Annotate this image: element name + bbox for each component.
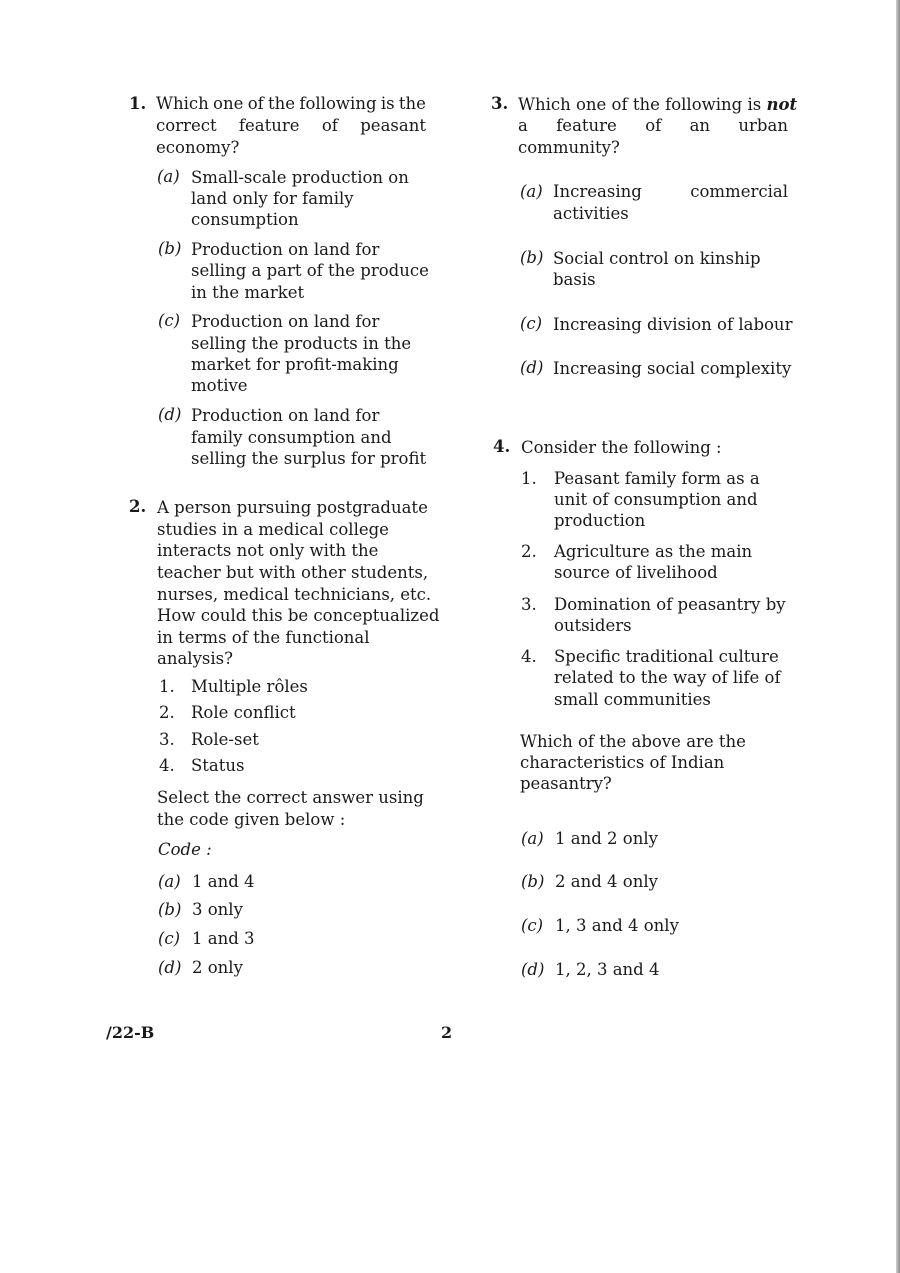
q4-item-3-line-1: Domination of peasantry by <box>554 595 786 614</box>
q1-option-d-label: (d) <box>158 405 182 424</box>
justified-word: one <box>213 94 244 113</box>
q3-stem-emphasis: not <box>766 95 798 114</box>
q2-item-4-text: Status <box>191 756 245 775</box>
q3-option-a-line-1 <box>553 182 788 201</box>
q1-number: 1. <box>129 94 147 113</box>
q2-instruction-line-1: Select the correct answer using <box>157 788 424 807</box>
q4-option-c-text: 1, 3 and 4 only <box>555 916 679 935</box>
q3-option-a-line-2: activities <box>553 204 629 223</box>
q1-option-b-label: (b) <box>158 239 182 258</box>
q1-option-a-line-3: consumption <box>191 210 299 229</box>
justified-word: feature <box>556 116 617 135</box>
q4-number: 4. <box>493 437 511 456</box>
q1-stem-line-2 <box>156 116 426 135</box>
justified-word: the <box>398 94 426 113</box>
q2-stem-line-2: studies in a medical college <box>157 520 389 539</box>
q4-option-b-text: 2 and 4 only <box>555 872 658 891</box>
q1-stem-line-1 <box>156 94 426 113</box>
justified-word: urban <box>738 116 788 135</box>
q1-option-a-line-2: land only for family <box>191 189 354 208</box>
q1-stem-line-3: economy? <box>156 138 240 157</box>
q4-stem: Consider the following : <box>521 438 722 457</box>
q4-item-1-line-2: unit of consumption and <box>554 490 758 509</box>
justified-word: Which <box>156 94 209 113</box>
q2-item-3-text: Role-set <box>191 730 259 749</box>
q2-item-4-number: 4. <box>159 756 175 775</box>
q3-stem-line-2 <box>518 116 788 135</box>
q2-option-c-label: (c) <box>158 929 181 948</box>
q4-item-4-number: 4. <box>521 647 537 666</box>
q3-option-d-line-1: Increasing social complexity <box>553 359 792 378</box>
q2-stem-line-5: nurses, medical technicians, etc. <box>157 585 432 604</box>
q2-option-a-label: (a) <box>158 872 181 891</box>
q3-option-b-line-1: Social control on kinship <box>553 249 761 268</box>
q2-stem-line-1: A person pursuing postgraduate <box>157 498 428 517</box>
q2-option-a-text: 1 and 4 <box>192 872 255 891</box>
q2-stem-line-3: interacts not only with the <box>157 541 379 560</box>
q2-code-label: Code : <box>158 840 212 859</box>
q1-option-c-label: (c) <box>158 311 181 330</box>
q4-item-1-line-1: Peasant family form as a <box>554 469 760 488</box>
q4-item-3-number: 3. <box>521 595 537 614</box>
q1-option-b-line-3: in the market <box>191 283 305 302</box>
q4-option-d-label: (d) <box>521 960 545 979</box>
booklet-code: /22-B <box>106 1023 155 1042</box>
justified-word: a <box>518 116 528 135</box>
q2-stem-line-8: analysis? <box>157 649 233 668</box>
q2-stem-line-7: in terms of the functional <box>157 628 370 647</box>
q2-option-b-label: (b) <box>158 900 182 919</box>
q3-stem-line-1: Which one of the following is not <box>518 95 798 114</box>
q4-item-2-line-1: Agriculture as the main <box>554 542 753 561</box>
justified-word: peasant <box>360 116 426 135</box>
justified-word: of <box>645 116 662 135</box>
q1-option-c-line-4: motive <box>191 376 248 395</box>
justified-word: is <box>380 94 395 113</box>
q3-stem-line-3: community? <box>518 138 620 157</box>
q4-question-line-2: characteristics of Indian <box>520 753 725 772</box>
page-edge-shadow <box>896 0 900 1273</box>
q4-item-2-number: 2. <box>521 542 537 561</box>
q2-option-b-text: 3 only <box>192 900 243 919</box>
q3-option-c-line-1: Increasing division of labour <box>553 315 793 334</box>
q1-option-a-label: (a) <box>157 167 180 186</box>
page-number: 2 <box>441 1023 453 1042</box>
justified-word: following <box>299 94 377 113</box>
q3-number: 3. <box>491 94 509 113</box>
q4-question-line-3: peasantry? <box>520 774 612 793</box>
q2-stem-line-4: teacher but with other students, <box>157 563 429 582</box>
q4-option-b-label: (b) <box>521 872 545 891</box>
q2-item-2-text: Role conflict <box>191 703 296 722</box>
justified-word: commercial <box>690 182 788 201</box>
q4-option-d-text: 1, 2, 3 and 4 <box>555 960 660 979</box>
q4-item-4-line-1: Specific traditional culture <box>554 647 779 666</box>
q4-item-3-line-2: outsiders <box>554 616 632 635</box>
q3-option-c-label: (c) <box>520 314 543 333</box>
q4-item-2-line-2: source of livelihood <box>554 563 718 582</box>
q1-option-d-line-1: Production on land for <box>191 406 380 425</box>
q2-item-3-number: 3. <box>159 730 175 749</box>
q1-option-c-line-2: selling the products in the <box>191 334 412 353</box>
q3-option-b-label: (b) <box>520 248 544 267</box>
justified-word: of <box>247 94 264 113</box>
q1-option-c-line-3: market for profit-making <box>191 355 399 374</box>
q1-option-d-line-3: selling the surplus for profit <box>191 449 427 468</box>
q4-item-1-number: 1. <box>521 469 537 488</box>
q2-option-d-text: 2 only <box>192 958 243 977</box>
q2-stem-line-6: How could this be conceptualized <box>157 606 440 625</box>
q1-option-d-line-2: family consumption and <box>191 428 392 447</box>
justified-word: the <box>268 94 296 113</box>
justified-word: feature <box>238 116 300 135</box>
q3-option-d-label: (d) <box>520 358 544 377</box>
q4-option-a-text: 1 and 2 only <box>555 829 658 848</box>
q2-number: 2. <box>129 497 147 516</box>
q2-instruction-line-2: the code given below : <box>157 810 346 829</box>
q2-option-d-label: (d) <box>158 958 182 977</box>
q1-option-b-line-1: Production on land for <box>191 240 380 259</box>
q4-item-1-line-3: production <box>554 511 646 530</box>
q1-option-a-line-1: Small-scale production on <box>191 168 409 187</box>
q4-item-4-line-3: small communities <box>554 690 711 709</box>
q2-item-2-number: 2. <box>159 703 175 722</box>
q1-option-b-line-2: selling a part of the produce <box>191 261 429 280</box>
q4-question-line-1: Which of the above are the <box>520 732 746 751</box>
q2-item-1-text: Multiple rôles <box>191 677 308 696</box>
q4-item-4-line-2: related to the way of life of <box>554 668 781 687</box>
q2-option-c-text: 1 and 3 <box>192 929 255 948</box>
q4-option-c-label: (c) <box>521 916 544 935</box>
q4-option-a-label: (a) <box>521 829 544 848</box>
justified-word: an <box>689 116 711 135</box>
justified-word: of <box>321 116 338 135</box>
q3-option-a-label: (a) <box>520 182 543 201</box>
justified-word: Increasing <box>553 182 642 201</box>
q1-option-c-line-1: Production on land for <box>191 312 380 331</box>
q3-option-b-line-2: basis <box>553 270 596 289</box>
justified-word: correct <box>156 116 217 135</box>
q2-item-1-number: 1. <box>159 677 175 696</box>
